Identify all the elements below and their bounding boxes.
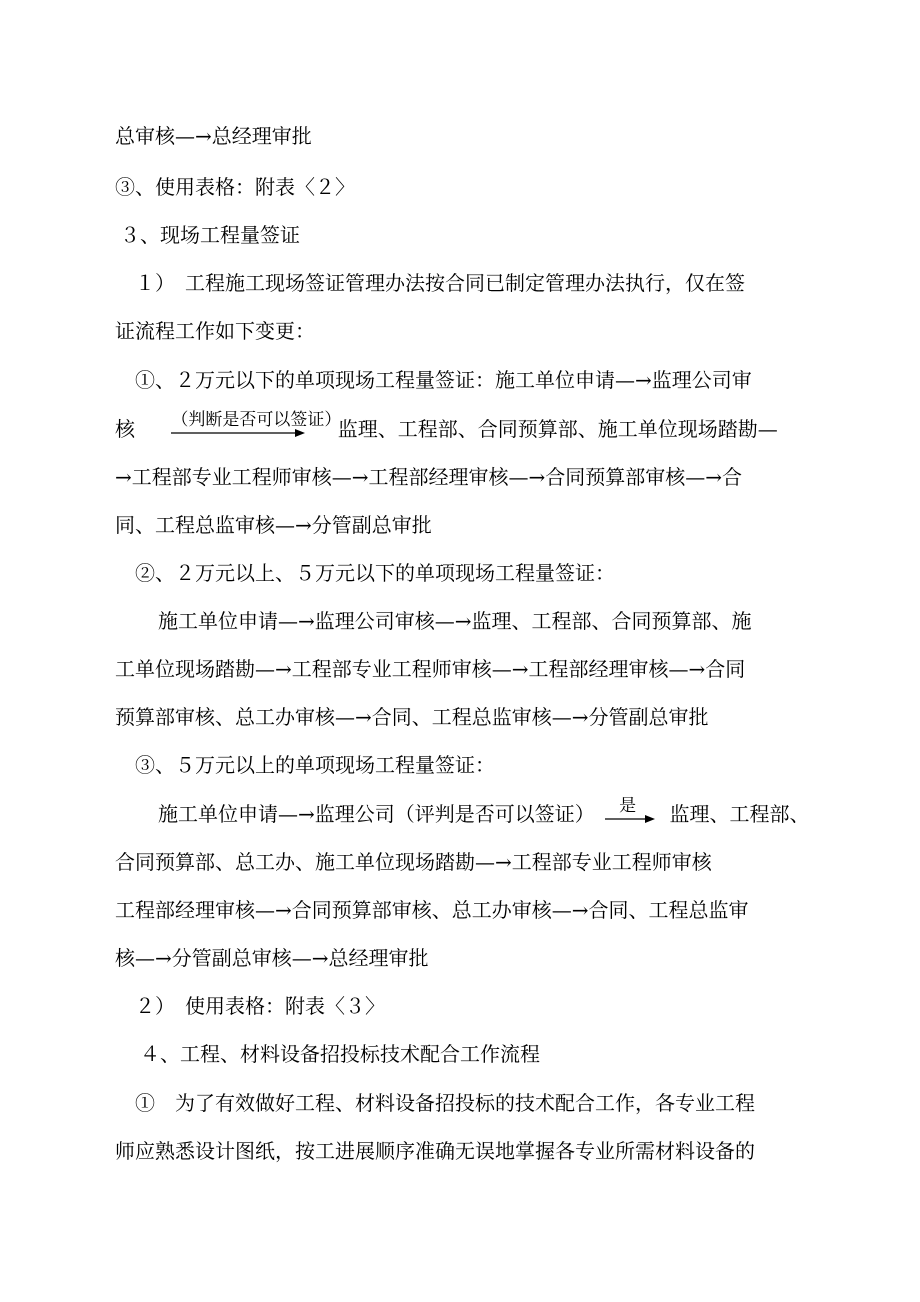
text-line-16: 合同预算部、总工办、施工单位现场踏勘—→工程部专业工程师审核 [115, 850, 712, 874]
text-line-20: ① 为了有效做好工程、材料设备招投标的技术配合工作，各专业工程 [135, 1091, 755, 1115]
text-fragment-he: 核 [115, 417, 135, 441]
text-line-8: →工程部专业工程师审核—→工程部经理审核—→合同预算部审核—→合 [115, 465, 743, 489]
text-line-10: ②、２万元以上、５万元以下的单项现场工程量签证： [135, 561, 615, 585]
text-line-15 [158, 796, 810, 827]
text-line-1: 总审核—→总经理审批 [115, 124, 312, 148]
text-line-2: ③、使用表格：附表〈２〉 [115, 175, 355, 199]
text-line-13: 预算部审核、总工办审核—→合同、工程总监审核—→分管副总审批 [115, 705, 709, 729]
text-line-5: 证流程工作如下变更： [115, 319, 315, 343]
text-fragment-rest: 监理、工程部、合同预算部、施工单位现场踏勘— [337, 417, 778, 441]
labeled-arrow-2 [601, 796, 663, 827]
arrow-label-yes: 是 [619, 796, 637, 816]
text-line-11: 施工单位申请—→监理公司审核—→监理、工程部、合同预算部、施 [158, 609, 752, 633]
text-line-7 [115, 410, 778, 442]
text-line-18: 核—→分管副总审核—→总经理审批 [115, 946, 429, 970]
section-heading-4: ４、工程、材料设备招投标技术配合工作流程 [140, 1042, 540, 1066]
section-heading-3: ３、现场工程量签证 [120, 223, 300, 247]
text-line-9: 同、工程总监审核—→分管副总审批 [115, 513, 432, 537]
text-line-14: ③、５万元以上的单项现场工程量签证： [135, 753, 495, 777]
text-line-12: 工单位现场踏勘—→工程部专业工程师审核—→工程部经理审核—→合同 [115, 657, 746, 681]
text-fragment-supervise: 监理、工程部、 [669, 802, 810, 826]
labeled-arrow-1 [141, 410, 342, 442]
text-fragment-apply: 施工单位申请—→监理公司（评判是否可以签证） [158, 802, 595, 826]
text-line-21: 师应熟悉设计图纸，按工进展顺序准确无误地掌握各专业所需材料设备的 [115, 1139, 755, 1163]
arrow-label-judge: （判断是否可以签证） [171, 410, 342, 430]
text-line-17: 工程部经理审核—→合同预算部审核、总工办审核—→合同、工程总监审 [115, 898, 749, 922]
text-line-19: ２） 使用表格：附表〈３〉 [135, 994, 385, 1018]
text-line-6: ①、２万元以下的单项现场工程量签证：施工单位申请—→监理公司审 [135, 368, 752, 392]
text-line-4: １） 工程施工现场签证管理办法按合同已制定管理办法执行，仅在签 [135, 271, 745, 295]
